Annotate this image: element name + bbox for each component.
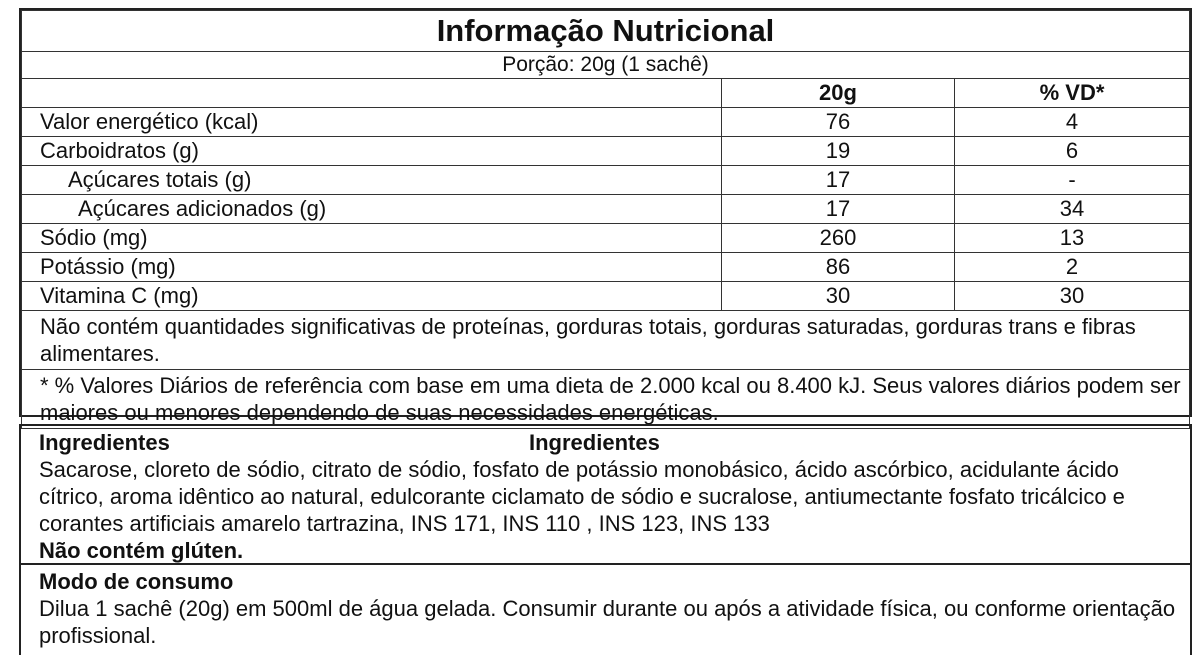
table-row bbox=[22, 166, 1190, 195]
nutrient-label: Açúcares adicionados (g) bbox=[22, 195, 722, 224]
header-amount: 20g bbox=[722, 79, 955, 108]
usage-title: Modo de consumo bbox=[39, 569, 234, 594]
nutrient-vd: 30 bbox=[955, 282, 1190, 311]
nutrient-amount: 19 bbox=[722, 137, 955, 166]
nutrient-vd: 34 bbox=[955, 195, 1190, 224]
nutrient-label: Potássio (mg) bbox=[22, 253, 722, 282]
daily-value-footnote: * % Valores Diários de referência com base em uma dieta de 2.000 kcal ou 8.400 kJ. Seus valores diários podem ser maiores ou menores dependendo de suas necessidades energéticas. bbox=[22, 370, 1190, 429]
nutrient-vd: 13 bbox=[955, 224, 1190, 253]
header-vd: % VD* bbox=[955, 79, 1190, 108]
portion-text: Porção: 20g (1 sachê) bbox=[22, 52, 1190, 79]
table-row bbox=[22, 195, 1190, 224]
header-row bbox=[22, 79, 1190, 108]
ingredients-section bbox=[19, 424, 1192, 565]
nutrient-amount: 260 bbox=[722, 224, 955, 253]
nutrient-vd: - bbox=[955, 166, 1190, 195]
title-row bbox=[22, 11, 1190, 52]
nutrition-table bbox=[21, 10, 1190, 429]
nutrient-amount: 17 bbox=[722, 166, 955, 195]
table-row bbox=[22, 282, 1190, 311]
usage-section bbox=[19, 563, 1192, 655]
non-significant-note: Não contém quantidades significativas de proteínas, gorduras totais, gorduras saturadas, gorduras trans e fibras alimentares. bbox=[22, 311, 1190, 370]
nutrient-vd: 2 bbox=[955, 253, 1190, 282]
ingredients-heading-duplicate: Ingredientes bbox=[529, 430, 660, 455]
nutrient-amount: 17 bbox=[722, 195, 955, 224]
gluten-statement: Não contém glúten. bbox=[39, 538, 244, 563]
nutrition-facts-table bbox=[19, 8, 1192, 425]
nutrient-vd: 4 bbox=[955, 108, 1190, 137]
nutrient-label: Vitamina C (mg) bbox=[22, 282, 722, 311]
table-row bbox=[22, 253, 1190, 282]
note-row bbox=[22, 311, 1190, 370]
nutrient-label: Açúcares totais (g) bbox=[22, 166, 722, 195]
table-row bbox=[22, 224, 1190, 253]
nutrient-amount: 86 bbox=[722, 253, 955, 282]
usage-text: Dilua 1 sachê (20g) em 500ml de água gelada. Consumir durante ou após a atividade física, ou conforme orientação profissional. bbox=[39, 596, 1176, 648]
table-row bbox=[22, 137, 1190, 166]
ingredients-title bbox=[39, 430, 1180, 456]
nutrient-label: Valor energético (kcal) bbox=[22, 108, 722, 137]
nutrient-vd: 6 bbox=[955, 137, 1190, 166]
portion-row bbox=[22, 52, 1190, 79]
nutrient-label: Carboidratos (g) bbox=[22, 137, 722, 166]
nutrient-amount: 76 bbox=[722, 108, 955, 137]
note-row bbox=[22, 370, 1190, 429]
ingredients-text: Sacarose, cloreto de sódio, citrato de sódio, fosfato de potássio monobásico, ácido ascórbico, acidulante ácido cítrico, aroma idêntico ao natural, edulcorante ciclamato de sódio e sucralose, antiumectante fosfato tricálcico e corantes artificiais amarelo tartrazina, INS 171, INS 110 , INS 123, INS 133 bbox=[39, 457, 1125, 536]
nutrient-amount: 30 bbox=[722, 282, 955, 311]
nutrient-label: Sódio (mg) bbox=[22, 224, 722, 253]
table-title: Informação Nutricional bbox=[22, 11, 1190, 52]
header-blank bbox=[22, 79, 722, 108]
ingredients-heading: Ingredientes bbox=[39, 430, 170, 455]
table-row bbox=[22, 108, 1190, 137]
